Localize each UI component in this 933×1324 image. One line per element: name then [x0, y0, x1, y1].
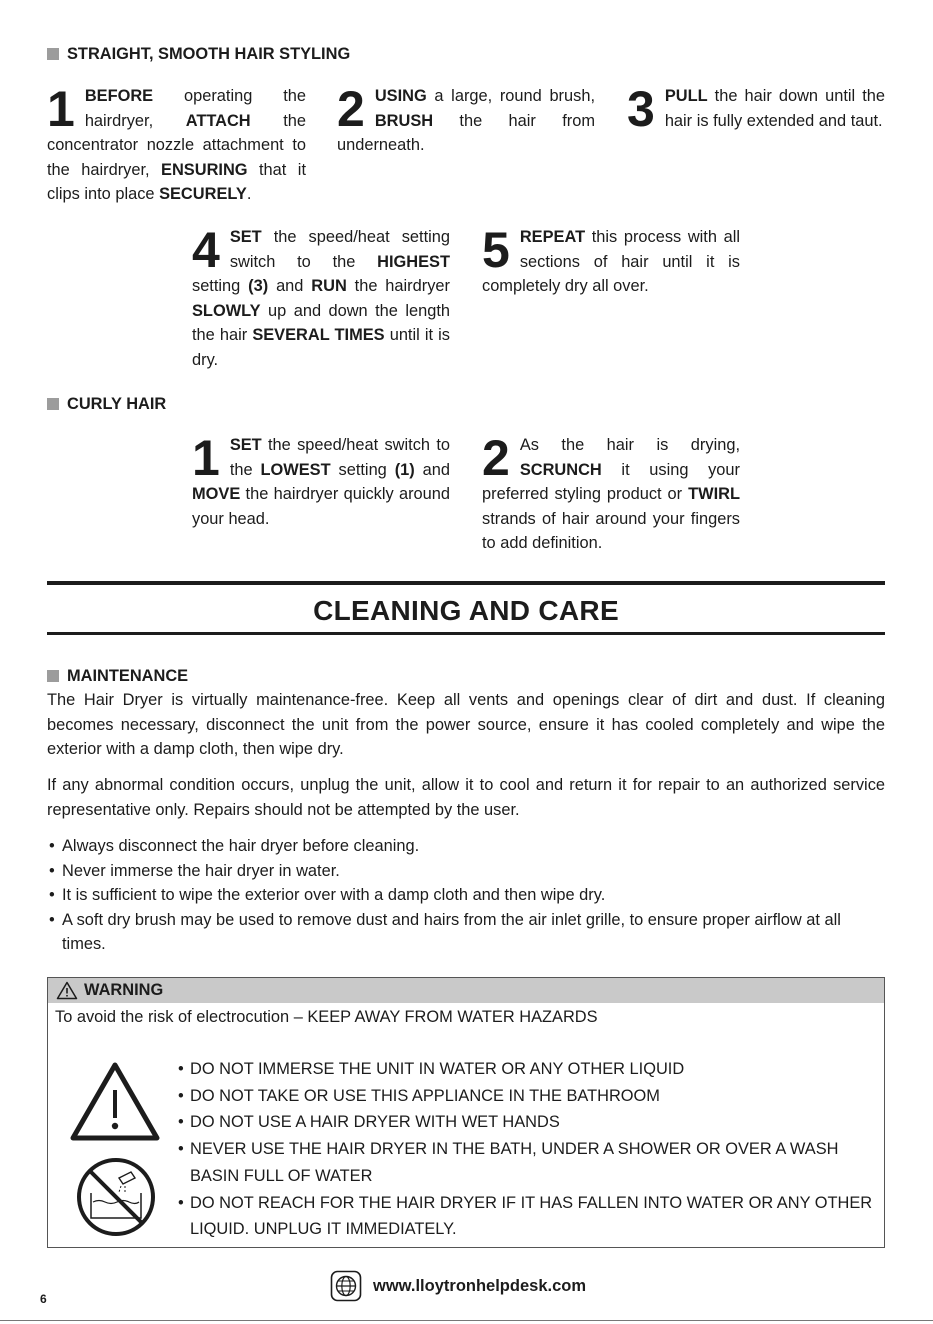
curly-hair-heading	[47, 394, 166, 414]
list-item: • A soft dry brush may be used to remove dust and hairs from the air inlet grille, to ensure proper airflow at all times.	[47, 908, 885, 957]
page-number: 6	[40, 1292, 47, 1306]
divider-top	[47, 581, 885, 585]
step-number: 1	[47, 81, 75, 137]
straight-step-4: 4 SET the speed/heat setting switch to the HIGHEST setting (3) and RUN the hairdryer SLOWLY up and down the length the hair SEVERAL TIMES until it is dry.	[192, 222, 450, 369]
warning-item: • DO NOT REACH FOR THE HAIR DRYER IF IT HAS FALLEN INTO WATER OR ANY OTHER LIQUID. UNPLUG IT IMMEDIATELY.	[178, 1190, 878, 1243]
section-square-icon	[47, 670, 59, 682]
maintenance-heading	[47, 666, 188, 686]
list-item: • Always disconnect the hair dryer before cleaning.	[47, 834, 885, 859]
page-bottom-line	[0, 1320, 933, 1321]
divider-bottom	[47, 632, 885, 635]
section-square-icon	[47, 48, 59, 60]
step-number: 3	[627, 81, 655, 137]
helpdesk-link[interactable]: www.lloytronhelpdesk.com	[373, 1277, 587, 1295]
step-number: 1	[192, 430, 220, 486]
warning-subtitle: To avoid the risk of electrocution – KEEP AWAY FROM WATER HAZARDS	[55, 1008, 598, 1026]
warning-item: • NEVER USE THE HAIR DRYER IN THE BATH, UNDER A SHOWER OR OVER A WASH BASIN FULL OF WATER	[178, 1136, 878, 1189]
warning-item: • DO NOT TAKE OR USE THIS APPLIANCE IN THE BATHROOM	[178, 1083, 878, 1110]
straight-step-3: 3 PULL the hair down until the hair is fully extended and taut.	[627, 81, 885, 137]
list-item: • Never immerse the hair dryer in water.	[47, 859, 885, 884]
straight-step-5: 5 REPEAT this process with all sections of hair until it is completely dry all over.	[482, 222, 740, 295]
warning-title: WARNING	[84, 981, 164, 1000]
step-number: 4	[192, 222, 220, 278]
caution-triangle-icon	[68, 1060, 162, 1144]
step-number: 2	[337, 81, 365, 137]
curly-hair-heading-text: CURLY HAIR	[67, 395, 167, 413]
section-square-icon	[47, 398, 59, 410]
list-item: • It is sufficient to wipe the exterior over with a damp cloth and then wipe dry.	[47, 883, 885, 908]
straight-styling-heading-text: STRAIGHT, SMOOTH HAIR STYLING	[67, 45, 351, 63]
no-water-icon	[75, 1156, 157, 1238]
maintenance-paragraph-2: If any abnormal condition occurs, unplug the unit, allow it to cool and return it for repair to an authorized service representative only. Repairs should not be attempted by the user.	[47, 776, 885, 819]
straight-styling-heading	[47, 44, 350, 64]
curly-step-1: 1 SET the speed/heat switch to the LOWEST setting (1) and MOVE the hairdryer quickly around your head.	[192, 430, 450, 528]
maintenance-heading-text: MAINTENANCE	[67, 667, 189, 685]
warning-item: • DO NOT USE A HAIR DRYER WITH WET HANDS	[178, 1109, 878, 1136]
maintenance-paragraph-1: The Hair Dryer is virtually maintenance-free. Keep all vents and openings clear of dirt and dust. If cleaning becomes necessary, disconnect the unit from the power source, ensure it has cooled completely and wipe the exterior with a damp cloth, then wipe dry.	[47, 691, 885, 758]
step-number: 5	[482, 222, 510, 278]
warning-item: • DO NOT IMMERSE THE UNIT IN WATER OR ANY OTHER LIQUID	[178, 1056, 878, 1083]
step-number: 2	[482, 430, 510, 486]
curly-step-2: 2 As the hair is drying, SCRUNCH it using your preferred styling product or TWIRL strands of hair around your fingers to add definition.	[482, 430, 740, 552]
cleaning-care-title: CLEANING AND CARE	[313, 595, 619, 626]
warning-header	[48, 978, 884, 1003]
straight-step-1: 1 BEFORE operating the hairdryer, ATTACH the concentrator nozzle attachment to the hairdryer, ENSURING that it clips into place SECURELY.	[47, 81, 306, 203]
warning-box	[47, 977, 885, 1248]
warning-triangle-icon	[56, 981, 78, 1000]
globe-icon	[330, 1270, 362, 1302]
maintenance-bullet-list	[47, 834, 885, 957]
warning-list	[178, 1056, 878, 1243]
straight-step-2: 2 USING a large, round brush, BRUSH the hair from underneath.	[337, 81, 595, 154]
